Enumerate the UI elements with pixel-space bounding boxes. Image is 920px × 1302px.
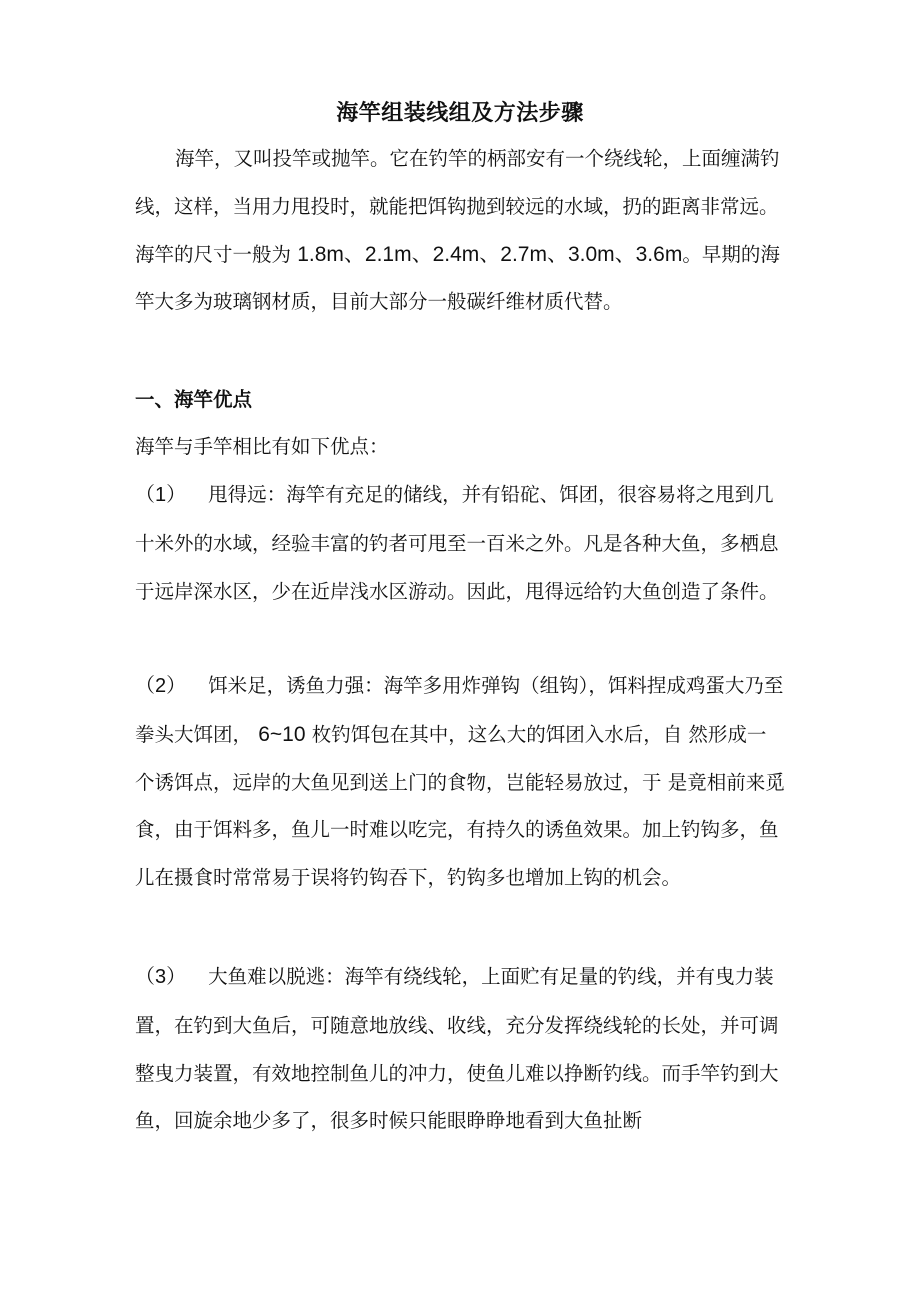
item-text-a: 饵米足，诱鱼力强：海竿多用炸弹钩（组钩），饵料捏成鸡蛋大乃至拳头大饵团， [135, 674, 784, 746]
document-title: 海竿组装线组及方法步骤 [336, 101, 584, 126]
section-heading-advantages: 一、海竿优点 [135, 388, 253, 411]
intro-paragraph [135, 135, 785, 326]
advantage-item-2 [135, 662, 785, 902]
advantage-item-3 [135, 953, 785, 1145]
hook-count: 6~10 [258, 722, 306, 746]
item-number: （3） [135, 966, 187, 988]
item-text: 甩得远：海竿有充足的储线，并有铅砣、饵团，很容易将之甩到几十米外的水域，经验丰富的钓者可甩至一百米之外。凡是各种大鱼，多栖息于远岸深水区，少在近岸浅水区游动。因此，甩得远给钓大鱼创造了条件。 [135, 483, 779, 603]
intro-text-part2: 。早期的海竿大多为玻璃钢材质，目前大部分一般碳纤维材质代替。 [135, 242, 780, 314]
item-text: 大鱼难以脱逃：海竿有绕线轮，上面贮有足量的钓线，并有曳力装置，在钓到大鱼后，可随意地放线、收线，充分发挥绕线轮的长处，并可调整曳力装置，有效地控制鱼儿的冲力，使鱼儿难以挣断钓线。而手竿钓到大鱼，回旋余地少多了，很多时候只能眼睁睁地看到大鱼扯断 [135, 965, 779, 1133]
item-number: （1） [135, 484, 187, 506]
advantage-item-1 [135, 471, 785, 615]
rod-sizes: 1.8m、2.1m、2.4m、2.7m、3.0m、3.6m [297, 242, 683, 266]
item-number: （2） [135, 675, 187, 697]
item-text-b: 枚钓饵包在其中，这么大的饵团入水后，自 然形成一个诱饵点，远岸的大鱼见到送上门的食物，岂能轻易放过，于 是竟相前来觅食，由于饵料多，鱼儿一时难以吃完，有持久的诱鱼效果。加上钓钩多，鱼儿在摄食时常常易于误将钓钩吞下，钓钩多也增加上钩的机会。 [135, 722, 785, 890]
section-lead-text: 海竿与手竿相比有如下优点： [135, 435, 389, 458]
intro-text-part1: 海竿，又叫投竿或抛竿。它在钓竿的柄部安有一个绕线轮，上面缠满钓线，这样，当用力甩投时，就能把饵钩抛到较远的水域，扔的距离非常远。海竿的尺寸一般为 [135, 147, 780, 266]
